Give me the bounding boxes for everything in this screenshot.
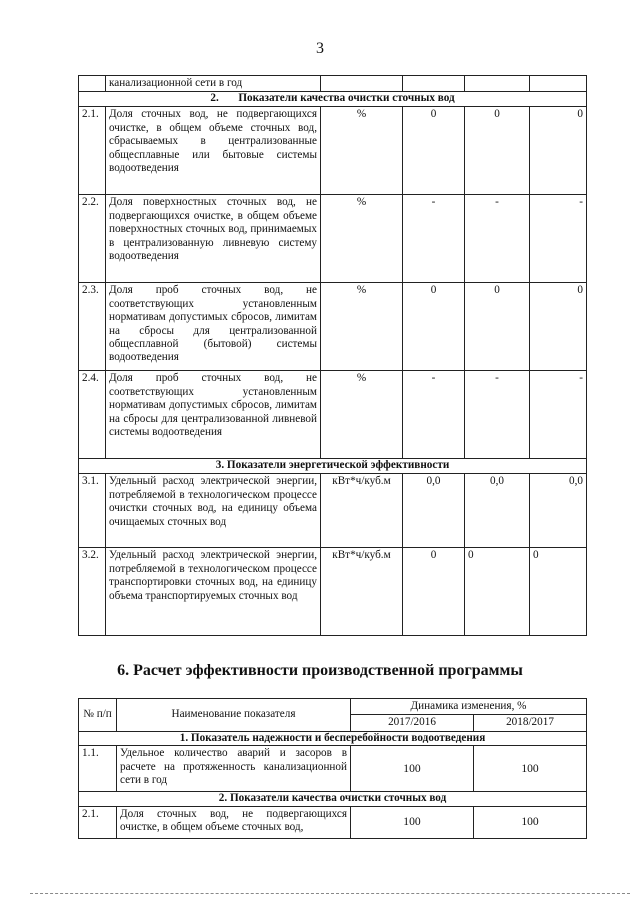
section-header-row xyxy=(79,792,587,806)
table-cell xyxy=(465,76,530,92)
row-number: 3.2. xyxy=(79,548,106,636)
row-value: - xyxy=(403,195,465,283)
indicators-table xyxy=(78,75,587,636)
row-description: Доля проб сточных вод, не соответствующих установленным нормативам допустимых сбросов, лимитам на сбросы для централизованной общесплавной (бытовой) системы водоотведения xyxy=(106,283,321,371)
row-value: - xyxy=(530,195,587,283)
row-value: 100 xyxy=(351,806,474,838)
row-unit: % xyxy=(321,283,403,371)
row-number: 2.3. xyxy=(79,283,106,371)
header-col-2017: 2017/2016 xyxy=(351,715,474,731)
table-cell xyxy=(530,76,587,92)
table-cell xyxy=(403,76,465,92)
row-number: 2.4. xyxy=(79,371,106,459)
header-number: № п/п xyxy=(79,699,117,732)
section-header-row xyxy=(79,731,587,745)
row-description: Доля сточных вод, не подвергающихся очистке, в общем объеме сточных вод, сбрасываемых в централизованные общесплавные или бытовые системы водоотведения xyxy=(106,107,321,195)
row-description: Удельный расход электрической энергии, потребляемой в технологическом процессе очистки сточных вод, на единицу объема очищаемых сточных вод xyxy=(106,474,321,548)
row-number: 2.2. xyxy=(79,195,106,283)
table-header-row xyxy=(79,699,587,715)
row-value: 0 xyxy=(403,548,465,636)
row-description: Доля проб сточных вод, не соответствующих установленным нормативам допустимых сбросов, лимитам на сбросы для централизованной ливневой системы водоотведения xyxy=(106,371,321,459)
table-cell xyxy=(79,76,106,92)
row-value: 100 xyxy=(351,746,474,792)
row-description: Удельный расход электрической энергии, потребляемой в технологическом процессе транспортировки сточных вод, на единицу объема транспортируемых сточных вод xyxy=(106,548,321,636)
row-number: 2.1. xyxy=(79,806,117,838)
table-row xyxy=(79,107,587,195)
row-unit: кВт*ч/куб.м xyxy=(321,474,403,548)
row-number: 1.1. xyxy=(79,746,117,792)
table-cell xyxy=(321,76,403,92)
row-value: 0 xyxy=(403,283,465,371)
efficiency-table xyxy=(78,698,587,839)
table-row xyxy=(79,746,587,792)
row-unit: % xyxy=(321,195,403,283)
row-value: - xyxy=(465,195,530,283)
page-number: 3 xyxy=(316,40,324,57)
table-row xyxy=(79,283,587,371)
table-row xyxy=(79,76,587,92)
section-number: 2. xyxy=(210,92,219,105)
section-header-row xyxy=(79,459,587,474)
table-row xyxy=(79,371,587,459)
section-title: 1. Показатель надежности и бесперебойности водоотведения xyxy=(79,731,587,745)
section-header-row xyxy=(79,92,587,107)
row-value: 0 xyxy=(403,107,465,195)
row-value: 100 xyxy=(474,806,587,838)
row-value: 0 xyxy=(465,107,530,195)
row-description: Удельное количество аварий и засоров в расчете на протяженность канализационной сети в год xyxy=(117,746,351,792)
page-bottom-edge xyxy=(30,893,630,894)
section-title: 2. Показатели качества очистки сточных вод xyxy=(79,792,587,806)
section-6-title: 6. Расчет эффективности производственной программы xyxy=(117,662,523,679)
row-value: 0,0 xyxy=(530,474,587,548)
table-row xyxy=(79,474,587,548)
row-description: Доля поверхностных сточных вод, не подвергающихся очистке, в общем объеме поверхностных сточных вод, принимаемых в централизованную ливневую систему водоотведения xyxy=(106,195,321,283)
header-name: Наименование показателя xyxy=(117,699,351,732)
row-unit: % xyxy=(321,371,403,459)
row-value: 100 xyxy=(474,746,587,792)
table-row xyxy=(79,195,587,283)
row-number: 3.1. xyxy=(79,474,106,548)
header-col-2018: 2018/2017 xyxy=(474,715,587,731)
row-value: - xyxy=(403,371,465,459)
row-unit: % xyxy=(321,107,403,195)
row-value: 0,0 xyxy=(403,474,465,548)
table-row xyxy=(79,548,587,636)
section-title-text: Показатели качества очистки сточных вод xyxy=(238,92,455,105)
row-description: Доля сточных вод, не подвергающихся очистке, в общем объеме сточных вод, xyxy=(117,806,351,838)
table-cell: канализационной сети в год xyxy=(106,76,321,92)
row-value: - xyxy=(530,371,587,459)
section-title xyxy=(79,92,587,107)
row-value: 0 xyxy=(530,107,587,195)
header-dynamics: Динамика изменения, % xyxy=(351,699,587,715)
row-unit: кВт*ч/куб.м xyxy=(321,548,403,636)
table-row xyxy=(79,806,587,838)
row-value: 0,0 xyxy=(465,474,530,548)
row-value: - xyxy=(465,371,530,459)
section-title: 3. Показатели энергетической эффективности xyxy=(79,459,587,474)
row-value: 0 xyxy=(530,283,587,371)
row-value: 0 xyxy=(465,548,530,636)
row-value: 0 xyxy=(465,283,530,371)
row-number: 2.1. xyxy=(79,107,106,195)
row-value: 0 xyxy=(530,548,587,636)
